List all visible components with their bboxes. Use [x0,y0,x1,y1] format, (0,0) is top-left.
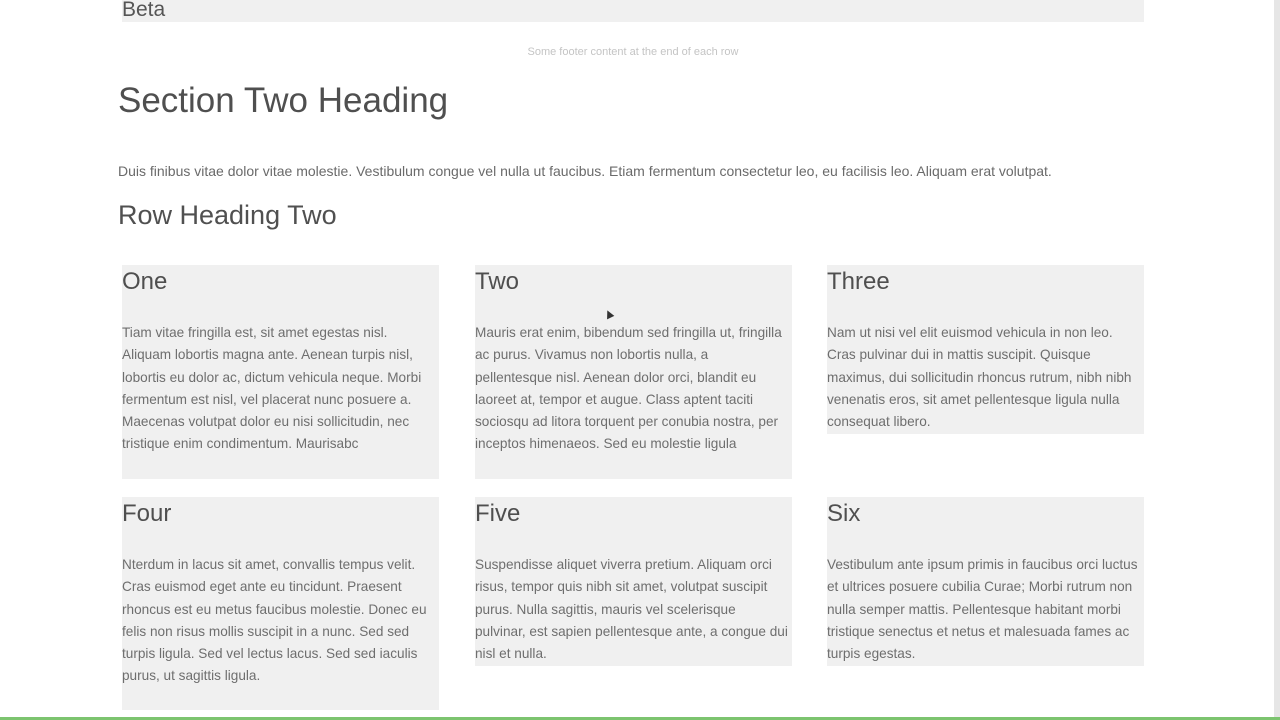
card-title: Three [827,268,890,295]
card-body: Tiam vitae fringilla est, sit amet egestas nisl. Aliquam lobortis magna ante. Aenean turpis nisl, lobortis eu dolor ac, dictum vehicula neque. Morbi fermentum est nisl, vel placerat nunc posuere a. Maecenas volutpat dolor eu nisi sollicitudin, nec tristique enim condimentum. Maurisabc [122,325,422,452]
section-intro: Duis finibus vitae dolor vitae molestie. Vestibulum congue vel nulla ut faucibus. Etiam fermentum consectetur leo, eu facilisis leo. Aliquam erat volutpat. [118,163,1052,179]
card-body: Suspendisse aliquet viverra pretium. Aliquam orci risus, tempor quis nibh sit amet, volutpat suscipit purus. Nulla sagittis, mauris vel scelerisque pulvinar, est sapien pellentesque ante, a congue dui nisl et nulla. [475,557,788,662]
row-heading: Row Heading Two [118,200,337,230]
card-body: Vestibulum ante ipsum primis in faucibus orci luctus et ultrices posuere cubilia Curae; Morbi rutrum non nulla semper mattis. Pellentesque habitant morbi tristique senectus et netus et malesuada fames ac turpis egestas. [827,557,1138,662]
window-right-edge [1274,0,1280,720]
card-four [122,497,439,710]
card-two [475,265,792,479]
card-title: Six [827,500,861,527]
card-body: Nam ut nisi vel elit euismod vehicula in non leo. Cras pulvinar dui in mattis suscipit. Quisque maximus, dui sollicitudin rhoncus rutrum, nibh nibh venenatis eros, sit amet pellentesque ligula nulla consequat libero. [827,325,1132,430]
card-one [122,265,439,479]
card-body: Mauris erat enim, bibendum sed fringilla ut, fringilla ac purus. Vivamus non lobortis nulla, a pellentesque nisl. Aenean dolor orci, blandit eu laoreet at, tempor et augue. Class aptent taciti sociosqu ad litora torquent per conubia nostra, per inceptos himenaeos. Sed eu molestie ligula [475,325,782,452]
row-footer-note: Some footer content at the end of each row [527,46,739,58]
beta-label: Beta [122,0,166,21]
card-three [827,265,1144,434]
beta-box [122,0,1144,22]
card-six [827,497,1144,666]
card-body: Nterdum in lacus sit amet, convallis tempus velit. Cras euismod eget ante eu tincidunt. Praesent rhoncus est eu metus faucibus molestie. Donec eu felis non risus mollis suscipit in a nunc. Sed sed turpis ligula. Sed vel lectus lacus. Sed sed iaculis purus, ut sagittis ligula. [122,557,427,684]
section-heading: Section Two Heading [118,81,449,120]
card-title: Two [475,268,520,295]
card-five [475,497,792,666]
card-title: One [122,268,168,295]
card-title: Five [475,500,521,527]
card-title: Four [122,500,172,527]
